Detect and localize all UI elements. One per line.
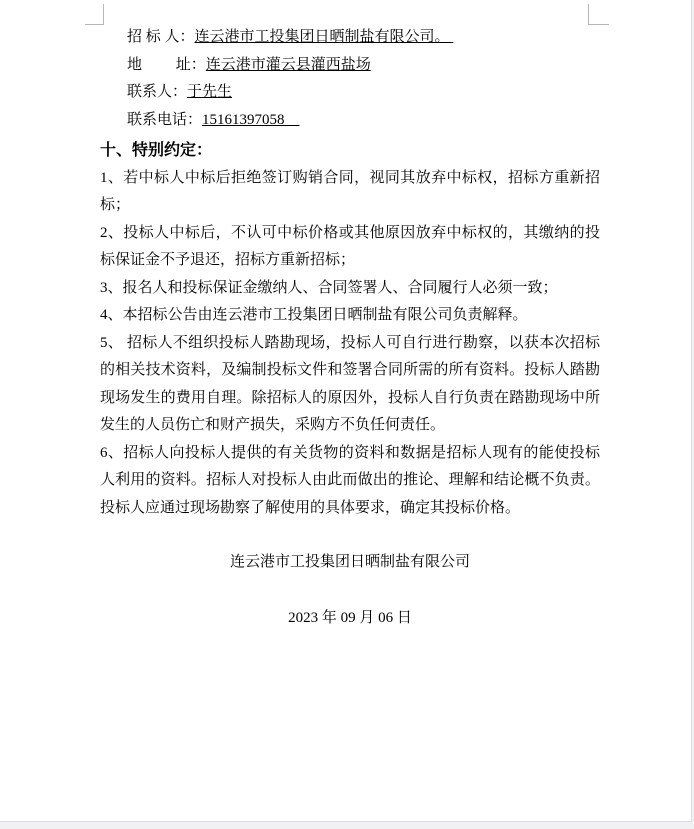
contact-line-phone [127,107,600,135]
clause-5: 5、 招标人不组织投标人踏勘现场，投标人可自行进行勘察，以获本次招标的相关技术资料，及编制投标文件和签署合同所需的所有资料。投标人踏勘现场发生的费用自理。除招标人的原因外，投标人自行负责在踏勘现场中所发生的人员伤亡和财产损失，采购方不负任何责任。 [100,334,600,433]
contact-value: 连云港市灌云县灌西盐场 [205,56,371,73]
clause-3: 3、报名人和投标保证金缴纳人、合同签署人、合同履行人必须一致； [100,279,558,296]
contact-label: 地 址： [127,56,206,73]
contact-line-person [127,79,600,107]
contact-label: 联系电话： [127,111,203,128]
contact-line-address [127,52,600,80]
section-heading: 十、特别约定： [100,142,213,159]
text-boundary-mark-top-right [588,4,609,25]
contact-line-bidder [127,24,600,52]
document-content [100,24,600,632]
text-boundary-mark-top-left [85,4,104,25]
contact-label: 招 标 人： [127,29,195,45]
contact-block [127,24,600,134]
clause-2: 2、投标人中标后，不认可中标价格或其他原因放弃中标权的，其缴纳的投标保证金不予退还，招标方重新招标； [100,224,600,268]
contact-value: 连云港市工投集团日晒制盐有限公司。 [194,29,454,45]
contact-value-phone: 15161397058 [202,111,300,128]
signature-company-name: 连云港市工投集团日晒制盐有限公司 [229,554,470,570]
clause-1: 1、若中标人中标后拒绝签订购销合同，视同其放弃中标权，招标方重新招标； [100,169,600,213]
document-date: 2023 年 09 月 06 日 [288,609,412,626]
clause-6: 6、招标人向投标人提供的有关货物的资料和数据是招标人现有的能使投标人利用的资料。招标人对投标人由此而做出的推论、理解和结论概不负责。投标人应通过现场勘察了解使用的具体要求，确定其投标价格。 [100,444,600,516]
contact-label: 联系人： [127,84,188,100]
contact-value: 于先生 [187,84,233,100]
clause-4: 4、本招标公告由连云港市工投集团日晒制盐有限公司负责解释。 [100,307,528,323]
